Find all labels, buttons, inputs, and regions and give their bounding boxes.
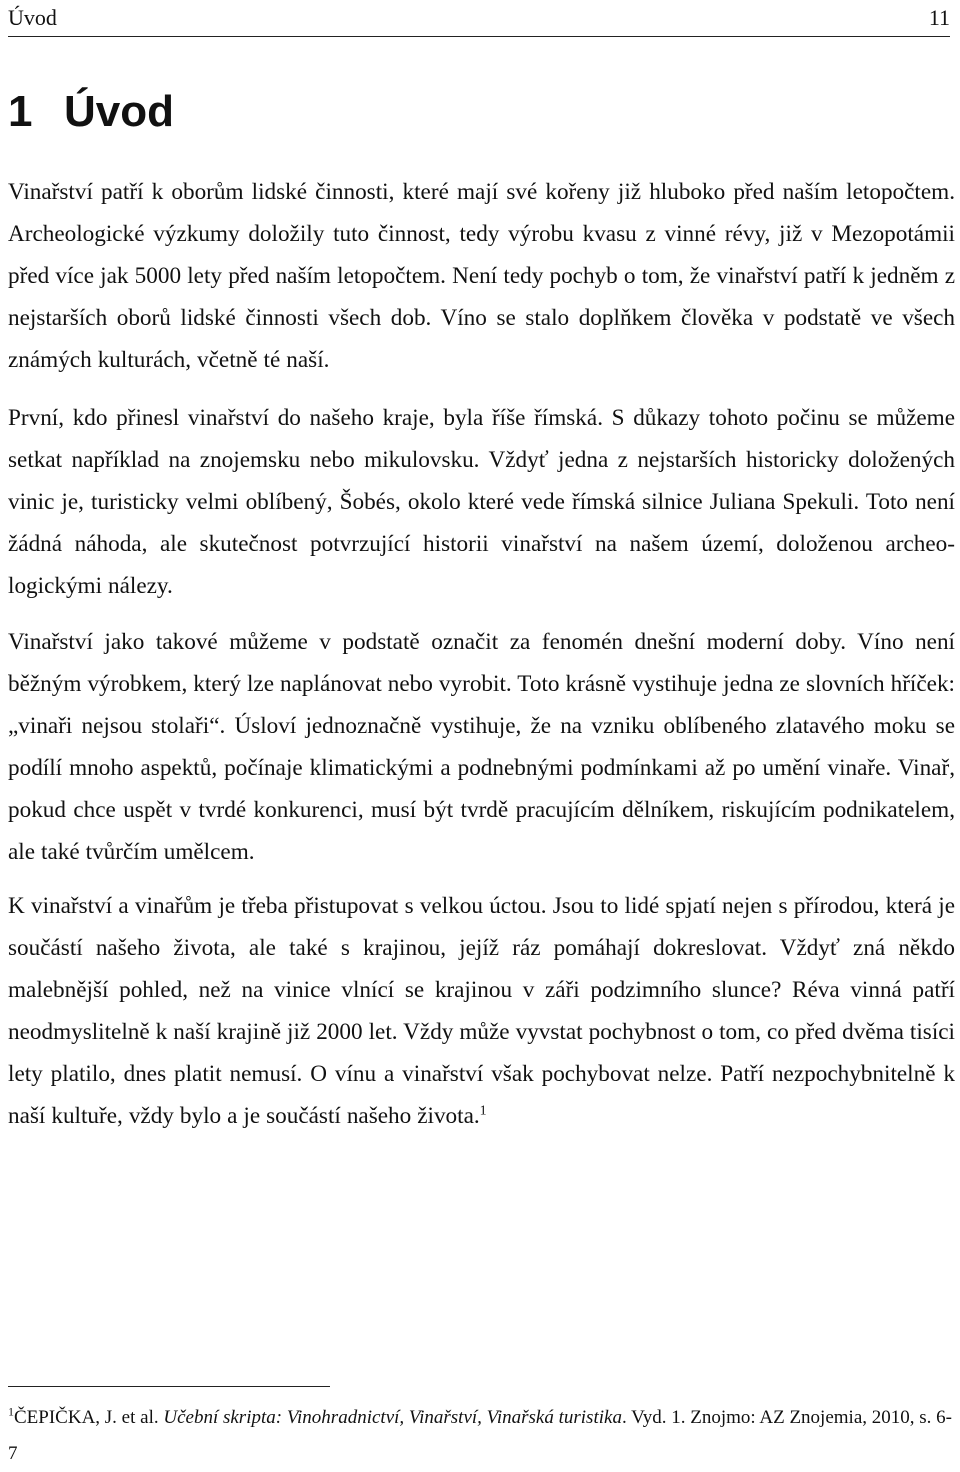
footnote-mark: 1 [8,1404,14,1419]
paragraph-3: Vinařství jako takové můžeme v podstatě označit za fenomén dnešní moderní doby. Víno není běžným výrobkem, který lze naplánovat nebo vyrobit. Toto krásně vystihuje jedna ze slovních hříček: „vinaři nejsou stolaři“. Úsloví jednoznačně vystihuje, že na vzniku oblíbeného zlatavého moku se podílí mnoho aspektů, počínaje klimatickými a podnebnými podmínkami až po umění vinaře. Vinař, pokud chce uspět v tvrdé konkurenci, musí být tvrdě pracujícím dělníkem, riskujícím podnikatelem, ale také tvůrčím umělcem. [8,629,955,865]
chapter-number: 1 [8,87,33,136]
footnote-title: Učební skripta: Vinohradnictví, Vinařství, Vinařská turistika [163,1407,622,1428]
page-number: 11 [928,5,950,30]
body-text [8,171,955,1152]
running-header [8,2,950,37]
chapter-title: Úvod [64,87,174,136]
footnote-reference[interactable]: 1 [479,1103,487,1119]
paragraph-4-text: K vinařství a vinařům je třeba přistupovat s velkou úctou. Jsou to lidé spjatí nejen s přírodou, která je součástí našeho života, ale také s krajinou, jejíž ráz pomáhají dokreslovat. Vždyť zná někdo malebnější pohled, než na vinice vlnící se krajinou v záři podzimního slunce? Réva vinná patří neodmyslitelně k naší krajině již 2000 let. Vždy může vyvstat pochybnost o tom, co před dvěma tisíci lety platilo, dnes platit nemusí. O vínu a vinařství však pochybovat nelze. Patří nezpochybnitelně k naší kultuře, vždy bylo a je součástí našeho života. [8,893,955,1129]
footnote-author: ČEPIČKA, J. et al. [14,1407,159,1428]
footnote [8,1400,955,1472]
paragraph-2: První, kdo přinesl vinařství do našeho kraje, byla říše římská. S důkazy tohoto počinu se můžeme setkat například na znojemsku nebo mikulovsku. Vždyť jedna z nejstarších historicky doložených vinic je, turisticky velmi oblíbený, Šobés, okolo které vede římská silnice Juliana Spekuli. Toto není žádná náhoda, ale skutečnost potvrzující historii vinařství na našem území, doloženou archeologickými nálezy. [8,405,955,599]
footnote-details: . Vyd. 1. Znojmo: AZ Znojemia, 2010, s. 6-7 [8,1407,952,1464]
footnote-divider [8,1386,330,1387]
chapter-heading [8,82,174,142]
running-header-title: Úvod [8,5,57,30]
paragraph-1: Vinařství patří k oborům lidské činnosti, které mají své kořeny již hluboko před naším letopočtem. Archeologické výzkumy doložily tuto činnost, tedy výrobu kvasu z vinné révy, již v Mezopotámii před více jak 5000 lety před naším letopočtem. Není tedy pochyb o tom, že vinařství patří k jedněm z nejstarších oborů lidské činnosti všech dob. Víno se stalo doplňkem člověka v podstatě ve všech známých kulturách, včetně té naší. [8,179,955,373]
paragraph-4 [8,885,955,1137]
